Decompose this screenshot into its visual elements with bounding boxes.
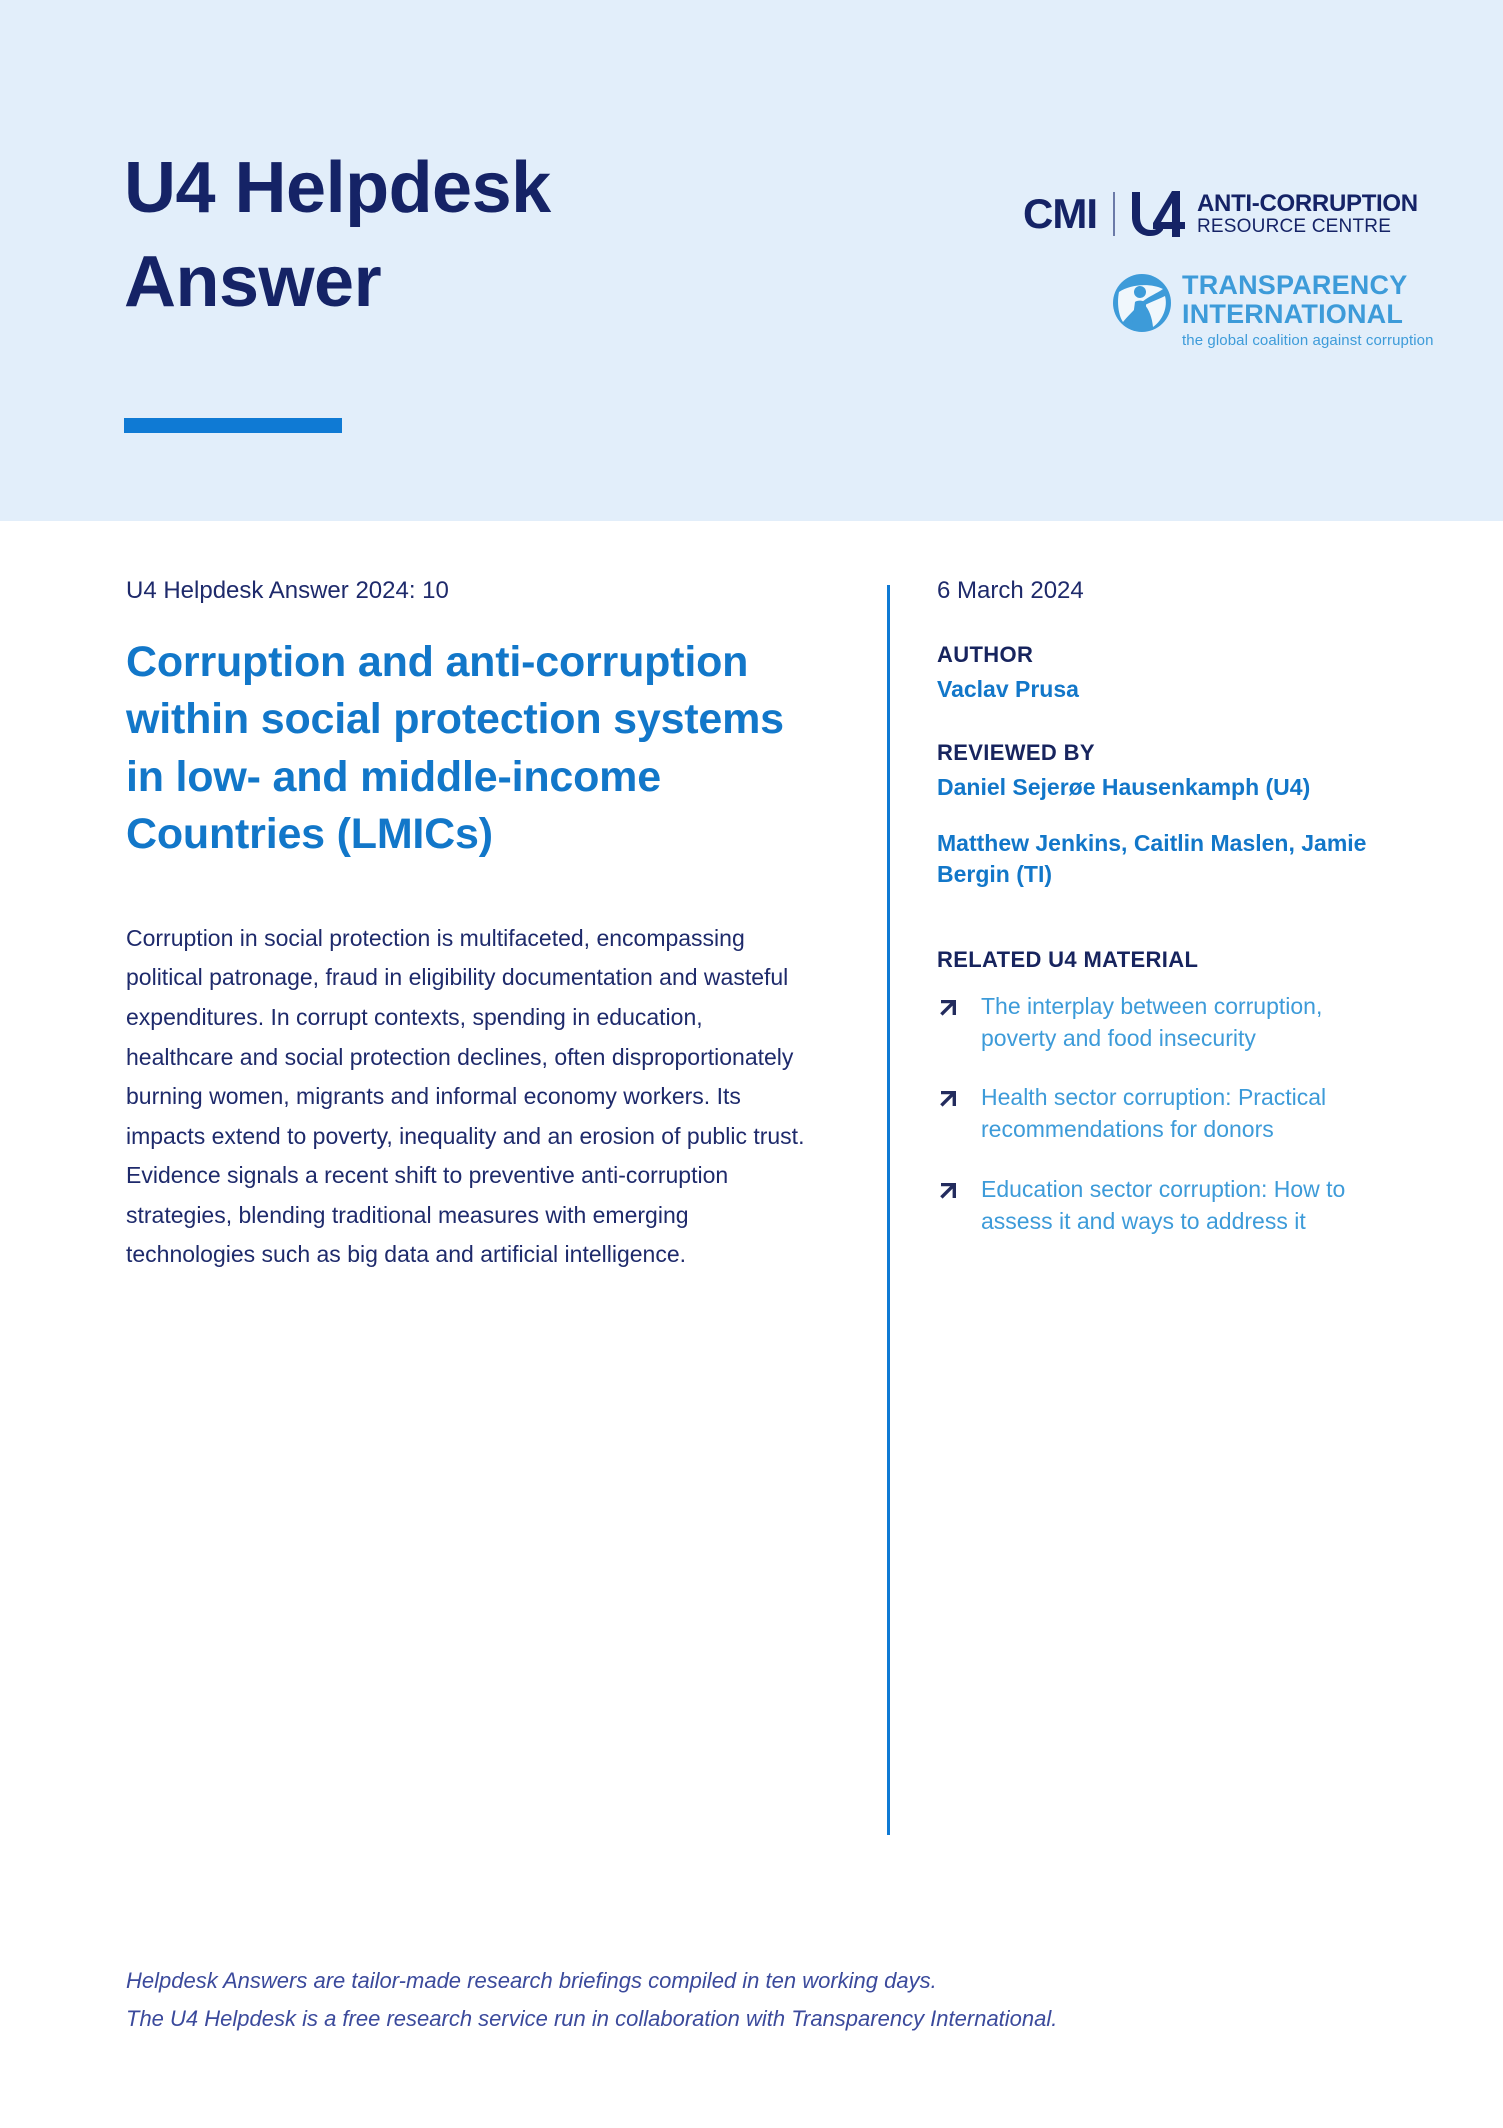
logo-separator-icon [1113,192,1115,236]
reviewed-by-block [937,738,1377,802]
ti-tagline: the global coalition against corruption [1182,332,1434,349]
author-value: Vaclav Prusa [937,675,1079,702]
ti-wordmark [1182,272,1434,348]
reviewers-ti: Matthew Jenkins, Caitlin Maslen, Jamie Bergin (TI) [937,830,1367,887]
related-link[interactable]: Education sector corruption: How to assess it and ways to address it [981,1175,1346,1234]
masthead-accent-rule [124,418,342,433]
related-link[interactable]: The interplay between corruption, poverty and food insecurity [981,993,1323,1051]
transparency-international-logo [1111,270,1434,349]
publication-date: 6 March 2024 [937,577,1084,604]
related-link[interactable]: Health sector corruption: Practical recommendations for donors [981,1084,1327,1143]
reviewed-by-label: REVIEWED BY [937,740,1095,766]
column-divider [887,585,890,1835]
list-item[interactable] [937,1082,1377,1145]
footer-note [126,1962,1326,2038]
related-material-list [937,991,1377,1237]
masthead-line-2: Answer [124,241,382,322]
masthead-line-1: U4 Helpdesk [124,148,551,228]
footer-line-2: The U4 Helpdesk is a free research service run in collaboration with Transparency International. [126,2005,1058,2031]
cmi-wordmark: CMI [1023,190,1097,237]
list-item[interactable] [937,991,1377,1054]
cmi-u4-logo [1023,186,1418,242]
issue-number: U4 Helpdesk Answer 2024: 10 [126,577,449,604]
author-label: AUTHOR [937,642,1034,668]
page-title: Corruption and anti-corruption within social protection systems in low- and middle-income Countries (LMICs) [126,638,784,858]
ti-line-1: TRANSPARENCY [1182,270,1408,300]
ti-line-2: INTERNATIONAL [1182,299,1404,329]
arrow-northeast-icon [937,1088,959,1110]
u4-logo-line-2: RESOURCE CENTRE [1197,216,1392,237]
arrow-northeast-icon [937,1180,959,1202]
metadata-column [937,575,1377,1237]
reviewer-u4: Daniel Sejerøe Hausenkamph (U4) [937,773,1311,800]
ti-globe-icon [1111,272,1173,334]
list-item[interactable] [937,1174,1377,1237]
main-content-column [126,575,806,1275]
reviewers-ti-block [937,828,1377,889]
footer-line-1: Helpdesk Answers are tailor-made research briefings compiled in ten working days. [126,1968,937,1993]
related-material-heading: RELATED U4 MATERIAL [937,947,1199,972]
u4-glyph-icon [1129,189,1187,239]
arrow-northeast-icon [937,997,959,1019]
abstract-text: Corruption in social protection is multifaceted, encompassing political patronage, fraud in eligibility documentation and wasteful expenditures. In corrupt contexts, spending in education, healthcare and social protection declines, often disproportionately burning women, migrants and informal economy workers. Its impacts extend to poverty, inequality and an erosion of public trust. Evidence signals a recent shift to preventive anti-corruption strategies, blending traditional measures with emerging technologies such as big data and artificial intelligence. [126,924,805,1268]
u4-logo-line-1: ANTI-CORRUPTION [1197,190,1418,217]
masthead-title [124,142,784,329]
author-block [937,640,1377,704]
u4-resource-centre-text [1197,192,1418,236]
